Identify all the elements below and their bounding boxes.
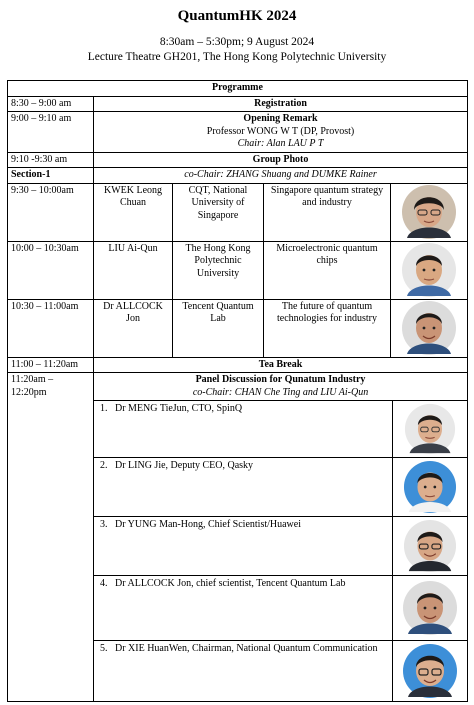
panelist-item: [94, 516, 467, 575]
panelist-photo-cell: [393, 641, 467, 701]
panelist-text: [94, 401, 393, 457]
tea-break-time: 11:00 – 11:20am: [8, 357, 94, 373]
opening-chair: Chair: Alan LAU P T: [237, 138, 324, 149]
portrait-photo: [403, 460, 457, 514]
panel-cell: [94, 373, 468, 702]
talk-photo-cell: [391, 183, 468, 241]
panelist-item: [94, 575, 467, 640]
panelist-item: [94, 457, 467, 516]
talk-photo-cell: [391, 241, 468, 299]
opening-row: [8, 112, 468, 153]
group-photo-time: 9:10 -9:30 am: [8, 152, 94, 168]
event-venue: Lecture Theatre GH201, The Hong Kong Polytechnic University: [87, 51, 387, 63]
registration-row: [8, 96, 468, 112]
talk-speaker: LIU Ai-Qun: [94, 241, 173, 299]
panelist-text: [94, 576, 393, 640]
panelist-text: [94, 458, 393, 516]
panel-header: [94, 373, 467, 400]
talk-speaker: KWEK Leong Chuan: [94, 183, 173, 241]
section1-row: [8, 168, 468, 184]
programme-heading: Programme: [8, 81, 468, 97]
talk-time: 10:30 – 11:00am: [8, 299, 94, 357]
panel-cochair: co-Chair: CHAN Che Ting and LIU Ai-Qun: [192, 386, 369, 398]
event-time-date: 8:30am – 5:30pm; 9 August 2024: [159, 36, 315, 48]
talk-row: [8, 299, 468, 357]
panelist-item: [94, 640, 467, 701]
panelist-item: [94, 400, 467, 457]
programme-table: [7, 80, 468, 702]
panelist-photo-cell: [393, 458, 467, 516]
opening-cell: [94, 112, 468, 153]
panelist-name: Dr XIE HuanWen, Chairman, National Quantum Communication: [115, 643, 378, 654]
talk-photo-cell: [391, 299, 468, 357]
panelist-text: [94, 641, 393, 701]
registration-label: Registration: [94, 96, 468, 112]
portrait-photo: [402, 643, 458, 699]
opening-speaker: Professor WONG W T (DP, Provost): [206, 125, 355, 137]
opening-time: 9:00 – 9:10 am: [8, 112, 94, 153]
panelist-number: 5.: [100, 643, 108, 654]
panel-time: 11:20am – 12:20pm: [8, 373, 94, 702]
panelist-number: 2.: [100, 460, 108, 471]
panelist-photo-cell: [393, 401, 467, 457]
talk-time: 9:30 – 10:00am: [8, 183, 94, 241]
panelist-name: Dr YUNG Man-Hong, Chief Scientist/Huawei: [115, 519, 301, 530]
panel-row: [8, 373, 468, 702]
group-photo-row: [8, 152, 468, 168]
panelist-photo-cell: [393, 517, 467, 575]
panelist-number: 3.: [100, 519, 108, 530]
panelist-number: 4.: [100, 578, 108, 589]
panelist-name: Dr LING Jie, Deputy CEO, Qasky: [115, 460, 254, 471]
talk-affiliation: The Hong Kong Polytechnic University: [173, 241, 264, 299]
opening-label: Opening Remark: [243, 113, 318, 124]
portrait-photo: [401, 300, 457, 356]
panel-label: Panel Discussion for Qunatum Industry: [195, 374, 366, 385]
programme-heading-row: [8, 81, 468, 97]
talk-row: [8, 183, 468, 241]
talk-speaker: Dr ALLCOCK Jon: [94, 299, 173, 357]
portrait-photo: [401, 184, 457, 240]
tea-break-label: Tea Break: [94, 357, 468, 373]
talk-affiliation: CQT, National University of Singapore: [173, 183, 264, 241]
talk-title: Microelectronic quantum chips: [264, 241, 391, 299]
panelist-number: 1.: [100, 403, 108, 414]
talk-row: [8, 241, 468, 299]
tea-break-row: [8, 357, 468, 373]
panelist-name: Dr ALLCOCK Jon, chief scientist, Tencent Quantum Lab: [115, 578, 346, 589]
portrait-photo: [403, 519, 457, 573]
section1-label: Section-1: [8, 168, 94, 184]
section1-cochair: co-Chair: ZHANG Shuang and DUMKE Rainer: [94, 168, 468, 184]
panelist-text: [94, 517, 393, 575]
panelist-name: Dr MENG TieJun, CTO, SpinQ: [115, 403, 243, 414]
talk-title: Singapore quantum strategy and industry: [264, 183, 391, 241]
portrait-photo: [401, 242, 457, 298]
page-title: QuantumHK 2024: [177, 8, 297, 24]
panelist-photo-cell: [393, 576, 467, 640]
portrait-photo: [402, 580, 458, 636]
talk-title: The future of quantum technologies for industry: [264, 299, 391, 357]
registration-time: 8:30 – 9:00 am: [8, 96, 94, 112]
portrait-photo: [404, 403, 456, 455]
talk-affiliation: Tencent Quantum Lab: [173, 299, 264, 357]
group-photo-label: Group Photo: [94, 152, 468, 168]
talk-time: 10:00 – 10:30am: [8, 241, 94, 299]
